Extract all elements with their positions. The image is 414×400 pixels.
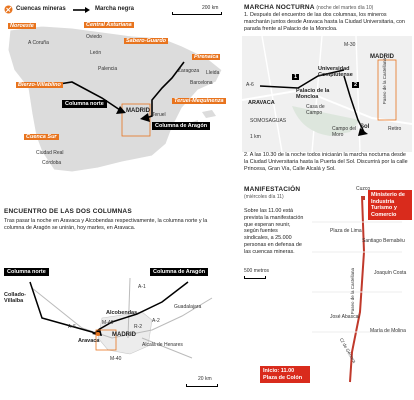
map-label-a6: A-6 (246, 82, 254, 88)
map-label-sol: Sol (360, 124, 370, 130)
tag-central-asturiana: Central Asturiana (86, 22, 132, 28)
encuentro-scale-label: 20 km (198, 376, 212, 382)
city-ciudad-real: Ciudad Real (36, 150, 64, 156)
road-a6: A-6 (68, 324, 76, 330)
map-label-1km: 1 km (250, 134, 261, 140)
street-plaza-lima: Plaza de Lima (330, 228, 362, 234)
road-a1: A-1 (138, 284, 146, 290)
map-label-aravaca: ARAVACA (248, 100, 275, 106)
marcha-section (242, 2, 412, 172)
marcha-title: MARCHA NOCTURNA (244, 4, 315, 11)
street-cuzco: Cuzco (356, 186, 371, 192)
road-m40-south: M-40 (110, 356, 122, 362)
encuentro-scale-bar (186, 384, 218, 387)
street-maria-molina: María de Molina (370, 328, 406, 334)
place-alcobendas: Alcobendas (106, 310, 138, 316)
map-label-somosaguas: SOMOSAGUAS (250, 118, 287, 124)
street-joaquin-costa: Joaquín Costa (374, 270, 407, 276)
ministry-box: Ministerio de Industria Turismo y Comercio (368, 190, 412, 220)
tag-noroeste: Noroeste (10, 23, 34, 29)
legend (2, 2, 242, 18)
encuentro-section (2, 200, 232, 398)
encuentro-title: ENCUENTRO DE LAS DOS COLUMNAS (4, 208, 132, 215)
column-aragon-badge: Columna de Aragón (152, 122, 210, 130)
map-label-casa-campo: Casa de Campo (306, 104, 325, 116)
road-m40: M-40 (102, 320, 114, 326)
city-barcelona: Barcelona (190, 80, 213, 86)
place-madrid: MADRID (112, 332, 136, 338)
scale-bar (172, 12, 222, 15)
encuentro-text: Tras pasar la noche en Aravaca y Alcobendas respectivamente, la columna norte y la columna de Aragón se unirán, hoy martes, en Aravaca. (4, 218, 208, 231)
street-bernabeu: Santiago Bernabéu (362, 238, 405, 244)
city-teruel: Teruel (152, 112, 166, 118)
column-north-badge: Columna norte (62, 100, 107, 108)
city-zaragoza: Zaragoza (178, 68, 200, 74)
map-label-campo-moro: Campo del Moro (332, 126, 357, 138)
encuentro-column-aragon: Columna de Aragón (150, 268, 208, 276)
marcha-step-2: 2. A las 10.30 de la noche todos iniciarán la marcha nocturna desde la Ciudad Universitaria hasta la Puerta del Sol. Discurrirá por la calle Princesa, Gran Vía, Calle Alcalá y Sol. (244, 152, 408, 172)
manifestacion-map (302, 192, 412, 392)
city-leon: León (90, 50, 102, 56)
city-madrid: MADRID (126, 108, 150, 114)
march-legend-label: Marcha negra (95, 6, 135, 12)
encuentro-column-north: Columna norte (4, 268, 49, 276)
manifestacion-title: MANIFESTACIÓN (244, 186, 301, 193)
manifestacion-section (242, 182, 412, 398)
tag-sabero-guardo: Sabero-Guardo (126, 38, 167, 44)
mines-legend-label: Cuencas mineras (16, 6, 66, 12)
marker-2: 2 (354, 82, 358, 88)
tag-bierzo-villablino: Bierzo-Villablino (18, 82, 61, 88)
manifestacion-date: (miércoles día 11) (244, 194, 284, 200)
map-label-retiro: Retiro (388, 126, 402, 132)
marcha-title-note: (noche del martes día 10) (316, 5, 374, 11)
map-label-m30: M-30 (344, 42, 356, 48)
map-label-madrid: MADRID (370, 54, 394, 60)
marcha-step-1: 1. Después del encuentro de las dos columnas, los mineros marcharán juntos desde Aravaca hasta la Ciudad Universitaria, con parada frente al Palacio de la Moncloa. (244, 12, 405, 32)
marcha-header (244, 4, 373, 11)
place-collado-villalba: Collado-Villalba (4, 292, 26, 304)
manifestacion-scale-label: 500 metros (244, 268, 270, 274)
manifestacion-scale-bar (244, 276, 266, 279)
scale-label: 200 km (202, 5, 219, 11)
city-lleida: Lleida (206, 70, 220, 76)
street-genova: C/ de Génova (338, 337, 358, 364)
street-castellana: Paseo de la Castellana (350, 268, 355, 315)
map-label-universidad: Universidad Complutense (318, 66, 353, 78)
place-aravaca: Aravaca (78, 338, 100, 344)
road-r2: R-2 (134, 324, 143, 330)
city-palencia: Palencia (98, 66, 118, 72)
tag-teruel-mequinenza: Teruel-Mequinenza (174, 98, 224, 104)
manifestacion-text: Sobre las 11.00 está prevista la manifestación que esperan reunir, según fuentes sindicales, a 25.000 personas en defensa de las cuencas mineras. (244, 208, 304, 255)
map-label-castellana: Paseo de la Castellana (382, 58, 387, 105)
map-label-moncloa: Palacio de la Moncloa (296, 88, 330, 100)
tag-pirenaica: Pirenaica (194, 54, 219, 60)
spain-map (2, 18, 236, 200)
street-jose-abascal: José Abascal (330, 314, 360, 320)
city-a-coruna: A Coruña (28, 40, 49, 46)
place-alcala: Alcalá de Henares (142, 342, 183, 348)
tag-cuenca-sur: Cuenca Sur (26, 134, 57, 140)
city-oviedo: Oviedo (86, 34, 102, 40)
marker-1: 1 (294, 74, 298, 80)
march-arrow-icon (72, 6, 92, 14)
city-cordoba: Córdoba (42, 160, 62, 166)
encuentro-map (2, 258, 232, 388)
mine-icon (4, 5, 13, 14)
place-guadalajara: Guadalajara (174, 304, 202, 310)
road-a2: A-2 (152, 318, 160, 324)
start-box: Inicio: 11.00 Plaza de Colón (260, 366, 310, 383)
